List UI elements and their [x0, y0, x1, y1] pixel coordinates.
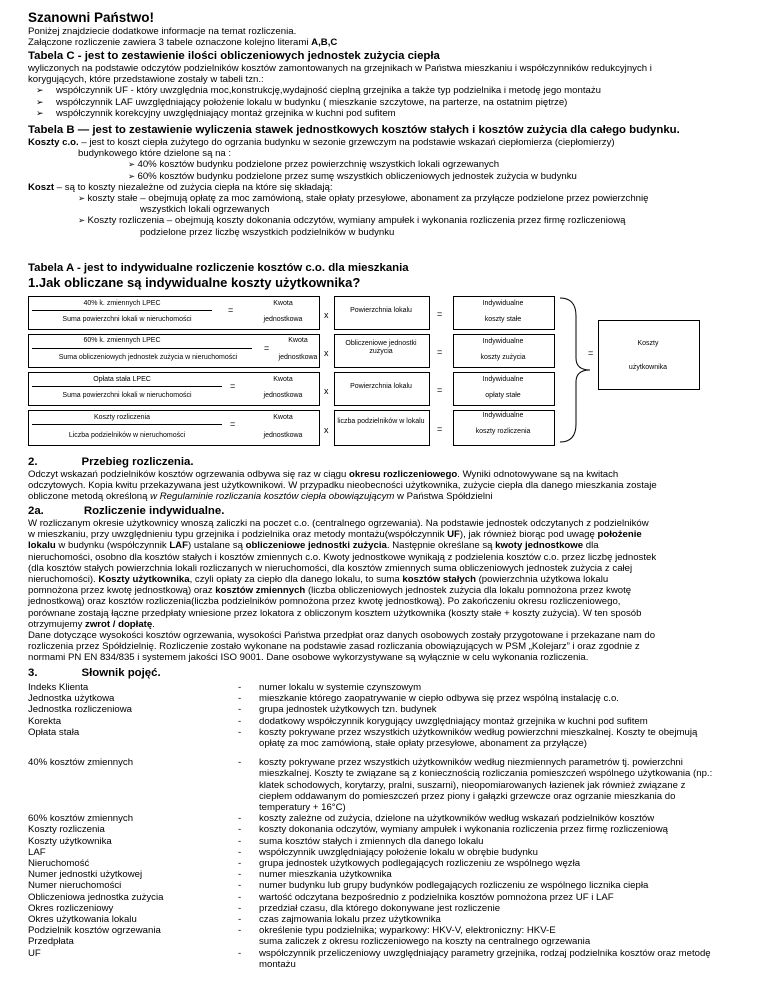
diagram-total-box: [598, 320, 700, 390]
equals-sign: =: [228, 305, 234, 315]
right-brace-icon: [556, 296, 596, 446]
diagram-row3-denominator: Suma powierzchni lokali w nieruchomości: [62, 392, 192, 399]
table-b-co-item-2: ➢ 60% kosztów budynku podzielone przez sumę wszystkich obliczeniowych jednostek zużycia w budynku: [128, 170, 577, 182]
glossary-definition: [259, 824, 740, 835]
section-2a-line: lokalu w budynku (współczynnik LAF) ustalane są obliczeniowe jednostki zużycia. Następnie określane są kwoty jednostkowe dla: [28, 540, 599, 552]
cost-calculation-diagram: [28, 296, 740, 446]
section-2a-line: W rozliczanym okresie użytkownicy wnoszą zaliczki na poczet c.o. (centralnego ogrzewania). Na podstawie jednostek odczytanych z podzielników: [28, 518, 649, 529]
glossary-row: [28, 858, 740, 869]
glossary-definition: [259, 858, 740, 869]
page-title: Szanowni Państwo!: [28, 10, 155, 25]
glossary-definition: [259, 693, 740, 704]
glossary-term: Korekta: [28, 715, 62, 727]
glossary-dash: -: [238, 858, 242, 870]
glossary-definition: [259, 936, 740, 947]
table-b-stale-1: ➢ koszty stałe – obejmują opłatę za moc zamówioną, stałe opłaty przesyłowe, abonament za przyłącze podzielone przez powierzchnię: [78, 193, 649, 205]
table-b-rozl-2: podzielone przez liczbę wszystkich podzielników w budynku: [140, 226, 395, 238]
table-c-bullet-1: ➢ współczynnik UF - który uwzględnia moc,konstrukcję,wydajność cieplną grzejnika a także typ podzielnika i metodę jego montażu: [28, 85, 740, 96]
glossary-definition-line: temperatury + 16°C): [259, 802, 346, 814]
table-b-co-line-2: budynkowego które dzielone są na :: [78, 148, 232, 160]
glossary-definition: [259, 682, 740, 693]
section-2-line-3: obliczone metodą określoną w Regulaminie rozliczania kosztów ciepła obowiązującym w Państwa Spółdzielni: [28, 491, 493, 503]
diagram-row3-mid: Powierzchnia lokalu: [350, 383, 412, 390]
glossary-definition-line: mieszkalnej. Koszty te związane są z koniecznością rozliczania pomieszczeń wspólnego użytkowania (np.:: [259, 768, 713, 780]
glossary-definition-line: klatek schodowych, korytarzy, pralni, suszarni), nieopomiarowanych łazienek jak również związane z: [259, 779, 686, 791]
glossary-definition-line: grupa jednostek użytkowych podlegających rozliczeniu ze wspólnego węzła: [259, 858, 581, 870]
table-c-title: Tabela C - jest to zestawienie ilości obliczeniowych jednostek zużycia ciepła: [28, 50, 440, 62]
glossary-row: [28, 914, 740, 925]
table-b-title: Tabela B — jest to zestawienie wyliczenia stawek jednostkowych kosztów stałych i kosztów zużycia dla całego budynku.: [28, 124, 680, 136]
diagram-row1-denominator: Suma powierzchni lokali w nieruchomości: [62, 316, 192, 323]
glossary-term: Indeks Klienta: [28, 682, 89, 693]
table-b-stale-2: wszystkich lokali ogrzewanych: [140, 204, 270, 216]
glossary-definition-line: numer lokalu w systemie czynszowym: [259, 682, 422, 693]
diagram-row2-result-2: koszty zużycia: [480, 354, 526, 361]
diagram-row2-result-1: Indywidualne: [482, 338, 524, 345]
glossary-term: Koszty użytkownika: [28, 835, 112, 847]
glossary-definition-line: współczynnik uwzględniający położenie lokalu w obrębie budynku: [259, 846, 538, 858]
arrow-bullet-icon: ➢: [128, 170, 138, 181]
glossary-row: [28, 716, 740, 727]
table-c-bullet-2: ➢ współczynnik LAF uwzględniający położenie lokalu w budynku ( mieszkanie szczytowe, na parterze, na ostatnim piętrze): [28, 97, 740, 108]
table-b-section: [28, 124, 740, 238]
glossary-definition-line: grupa jednostek użytkowych tzn. budynek: [259, 704, 437, 716]
glossary-definition: [259, 813, 740, 824]
diagram-row1-kwota-2: jednostkowa: [263, 316, 303, 323]
equals-sign: =: [437, 347, 443, 357]
diagram-row3-kwota: Kwota: [273, 376, 293, 383]
glossary-row: [28, 892, 740, 903]
glossary-definition-line: koszty dokonania odczytów, wymiany ampułek i wykonania rozliczenia przez firmę rozliczeniową: [259, 824, 668, 836]
glossary-definition-line: czas zajmowania lokalu przez użytkownika: [259, 914, 441, 926]
diagram-row4-numerator: Koszty rozliczenia: [93, 414, 151, 421]
glossary-definition: [259, 716, 740, 727]
glossary-term: Numer nieruchomości: [28, 880, 122, 892]
multiply-sign: x: [324, 386, 329, 396]
glossary-dash: -: [238, 682, 242, 693]
section-2: [28, 456, 740, 503]
glossary-dash: -: [238, 902, 242, 914]
glossary-definition-line: numer budynku lub grupy budynków podlegających rozliczeniu ze wspólnego licznika ciepła: [259, 880, 649, 892]
glossary-definition: [259, 925, 740, 936]
section-2a-line: pomnożona przez kwotę jednostkową) oraz kosztów zmiennych (liczba obliczeniowych jednostek zużycia dla lokalu pomnożona przez kwotę: [28, 585, 632, 597]
glossary-definition-line: montażu: [259, 958, 296, 970]
equals-sign: =: [437, 424, 443, 434]
glossary-row: [28, 836, 740, 847]
glossary-dash: -: [238, 715, 242, 727]
glossary-term: 40% kosztów zmiennych: [28, 757, 134, 769]
section-2a-line: porównane zostają łączne przedpłaty wniesione przez lokatora z obliczonym kosztem użytkownika (koszty stałe + koszty zużycia). W ten sposób: [28, 607, 642, 619]
glossary-term: Nieruchomość: [28, 858, 90, 870]
glossary-dash: -: [238, 925, 242, 937]
diagram-row2-mid: Obliczeniowe jednostki zużycia: [345, 340, 417, 355]
glossary-dash: -: [238, 726, 242, 738]
table-c-desc-2: korygujących, które przedstawione zostały w tabeli tzn.:: [28, 74, 264, 86]
multiply-sign: x: [324, 348, 329, 358]
glossary-definition: [259, 836, 740, 847]
glossary-dash: -: [238, 824, 242, 836]
equals-sign: =: [264, 343, 270, 353]
section-2a-line: normami PN EN 834/835 i systemem jakości ISO 9001. Dane osobowe wykorzystywane są wyłącznie w celu wykonania rozliczenia.: [28, 652, 589, 664]
glossary-row: [28, 948, 740, 970]
glossary-definition-line: suma kosztów stałych i zmiennych dla danego lokalu: [259, 835, 484, 847]
section-2a: [28, 505, 740, 664]
fraction-line: [32, 424, 222, 425]
glossary-definition-line: ciepłem oddawanym do pomieszczeń przez piony i gałązki grzewcze oraz ogrzanie mieszkania do: [259, 790, 676, 802]
glossary-dash: -: [238, 891, 242, 903]
diagram-row4-kwota: Kwota: [273, 414, 293, 421]
glossary-dash: -: [238, 947, 242, 959]
section-2-line-2: odczytowych. Kopia kwitu przekazywana jest użytkownikowi. W przypadku nieobecności użytkownika, zużycie ciepła dla danego mieszkania zostaje: [28, 480, 657, 492]
section-2a-line: otrzymujemy zwrot / dopłatę.: [28, 618, 155, 630]
diagram-row1-result-1: Indywidualne: [482, 300, 524, 307]
arrow-bullet-icon: ➢: [128, 159, 138, 170]
glossary-row: [28, 824, 740, 835]
section-2a-line: nieruchomości, osobno dla kosztów stałych i kosztów zmiennych c.o. Kwoty jednostkowe wynikają z podzielenia kosztów c.o. przez liczbę jednostek: [28, 551, 657, 563]
multiply-sign: x: [324, 425, 329, 435]
glossary-row: [28, 903, 740, 914]
section-2a-line: rozliczenia przez Spółdzielnię. Rozliczenie zostało wykonane na podstawie zasad rozliczania obowiązujących w PSM „Kolejarz” i oraz zgodnie z: [28, 641, 640, 653]
glossary-row: [28, 847, 740, 858]
glossary-definition-line: określenie typu podzielnika; wyparkowy: HKV-V, elektroniczny: HKV-E: [259, 925, 556, 937]
diagram-total-label-2: użytkownika: [628, 364, 668, 371]
table-b-co-item-1: ➢ 40% kosztów budynku podzielone przez powierzchnię wszystkich lokali ogrzewanych: [128, 159, 500, 171]
glossary-definition: [259, 704, 740, 715]
diagram-row1-kwota: Kwota: [273, 300, 293, 307]
glossary-dash: -: [238, 869, 242, 881]
diagram-row2-kwota-2: jednostkowa: [278, 354, 318, 361]
glossary-dash: -: [238, 880, 242, 892]
diagram-row3-result-2: opłaty stałe: [485, 392, 521, 399]
table-a-question: 1.Jak obliczane są indywidualne koszty użytkownika?: [28, 275, 361, 290]
section-2a-line: Dane dotyczące wysokości kosztów ogrzewania, wysokości Państwa przedpłat oraz danych osobowych zostały przygotowane i przekazane nam do: [28, 630, 656, 642]
section-2a-line: w mieszkaniu, przy uwzględnieniu typu grzejnika i podzielnika oraz metody montażu(współczynnik UF), jak również biorąc pod uwagę położenie: [28, 529, 642, 541]
section-2-line-1: Odczyt wskazań podzielników kosztów ogrzewania odbywa się raz w ciągu okresu rozliczeniowego. Wyniki odnotowywane są na kwitach: [28, 469, 619, 480]
glossary-dash: -: [238, 693, 242, 705]
diagram-total-label-1: Koszty: [637, 340, 659, 347]
glossary-term: Okres użytkowania lokalu: [28, 914, 137, 926]
glossary-definition-line: numer mieszkania użytkownika: [259, 869, 392, 881]
glossary-term: Okres rozliczeniowy: [28, 902, 114, 914]
glossary-dash: -: [238, 835, 242, 847]
diagram-row4-mid: liczba podzielników w lokalu: [337, 418, 425, 425]
glossary-definition-line: mieszkanie którego zaopatrywanie w ciepło odbywa się przez wspólną instalację c.o.: [259, 693, 619, 705]
diagram-row4-result-2: koszty rozliczenia: [475, 428, 531, 435]
glossary-definition-line: dodatkowy współczynnik korygujący uwzględniający montaż grzejnika w kuchni pod sufitem: [259, 715, 648, 727]
arrow-bullet-icon: ➢: [78, 193, 88, 204]
glossary-definition: [259, 914, 740, 925]
glossary-definition: [259, 869, 740, 880]
fraction-line: [32, 310, 212, 311]
section-2a-heading: 2a. Rozliczenie indywidualne.: [28, 505, 225, 517]
header-section: [28, 10, 740, 48]
section-3: [28, 667, 740, 680]
diagram-row3-numerator: Opłata stała LPEC: [93, 376, 151, 383]
section-2a-line: nieruchomości). Koszty użytkownika, czyli opłaty za ciepło dla danego lokalu, to suma kosztów stałych (powierzchnia użytkowa lokalu: [28, 574, 609, 586]
intro-line-1: Poniżej znajdziecie dodatkowe informacje na temat rozliczenia.: [28, 26, 297, 37]
diagram-row4-denominator: Liczba podzielników w nieruchomości: [68, 432, 186, 439]
intro-line-2: Załączone rozliczenie zawiera 3 tabele oznaczone kolejno literami A,B,C: [28, 37, 338, 49]
glossary-definition-line: współczynnik przeliczeniowy uwzględniający parametry grzejnika, rodzaj podzielnika kosztów oraz metodę: [259, 947, 711, 959]
diagram-row4-result-1: Indywidualne: [482, 412, 524, 419]
equals-sign: =: [588, 348, 594, 358]
glossary-term: Jednostka rozliczeniowa: [28, 704, 132, 716]
diagram-row1-numerator: 40% k. zmiennych LPEC: [83, 300, 161, 307]
glossary-row: [28, 936, 740, 947]
diagram-mid-box-4: [334, 410, 430, 446]
section-2a-line: (dla kosztów stałych powierzchnia lokali rozliczanych w nieruchomości, dla kosztów zmiennych suma obliczeniowych jednostek zużycia z całej: [28, 562, 633, 574]
table-b-co-line: Koszty c.o. – jest to koszt ciepła zużytego do ogrzania budynku w sezonie grzewczym na podstawie wskazań ciepłomierza (ciepłomierzy): [28, 137, 615, 148]
glossary-row: [28, 693, 740, 704]
diagram-row4-kwota-2: jednostkowa: [263, 432, 303, 439]
glossary-term: Numer jednostki użytkowej: [28, 869, 143, 881]
glossary-term: Przedpłata: [28, 936, 74, 948]
glossary-row: [28, 880, 740, 891]
glossary-row: [28, 925, 740, 936]
equals-sign: =: [230, 381, 236, 391]
glossary-term: Jednostka użytkowa: [28, 693, 115, 705]
glossary-term: Opłata stała: [28, 726, 80, 738]
glossary-definition-line: koszty pokrywane przez wszystkich użytkowników według powierzchni mieszkalnej. Koszty te obejmują: [259, 726, 698, 738]
multiply-sign: x: [324, 310, 329, 320]
table-b-rozl-1: ➢ Koszty rozliczenia – obejmują koszty dokonania odczytów, wymiany ampułek i wykonania rozliczenia przez firmę rozliczeniową: [78, 215, 626, 227]
glossary-definition: [259, 757, 740, 813]
equals-sign: =: [230, 419, 236, 429]
glossary-row: [28, 813, 740, 824]
glossary-definition: [259, 847, 740, 858]
glossary-row: [28, 682, 740, 693]
table-b-koszt-line: Koszt – są to koszty niezależne od zużycia ciepła na które się składają:: [28, 181, 333, 193]
glossary-definition: [259, 880, 740, 891]
glossary-term: LAF: [28, 846, 46, 858]
glossary-definition: [259, 892, 740, 903]
glossary-definition: [259, 948, 740, 970]
glossary-dash: -: [238, 813, 242, 825]
table-a-title: Tabela A - jest to indywidualne rozliczenie kosztów c.o. dla mieszkania: [28, 262, 409, 274]
glossary-dash: -: [238, 757, 242, 769]
table-c-desc-1: wyliczonych na podstawie odczytów podzielników kosztów zamontowanych na grzejnikach w Państwa mieszkaniu i współczynników redukcyjnych i: [28, 63, 652, 74]
glossary-row: [28, 869, 740, 880]
glossary-term: 60% kosztów zmiennych: [28, 813, 134, 825]
glossary-term: Obliczeniowa jednostka zużycia: [28, 891, 164, 903]
equals-sign: =: [437, 385, 443, 395]
glossary-term: Podzielnik kosztów ogrzewania: [28, 925, 161, 937]
glossary-term: UF: [28, 947, 41, 959]
diagram-row1-mid: Powierzchnia lokalu: [350, 307, 412, 314]
glossary-definition-line: koszty pokrywane przez wszystkich użytkowników według niezmiennych parametrów tj. powierzchni: [259, 757, 683, 769]
glossary-definition-line: wartość odczytana bezpośrednio z podzielnika kosztów pomnożona przez UF i LAF: [259, 891, 614, 903]
diagram-row3-kwota-2: jednostkowa: [263, 392, 303, 399]
glossary-definition-line: suma zaliczek z okresu rozliczeniowego na koszty na centralnego ogrzewania: [259, 936, 591, 948]
glossary-dash: -: [238, 846, 242, 858]
glossary-definition: [259, 727, 740, 749]
equals-sign: =: [437, 309, 443, 319]
glossary-term: Koszty rozliczenia: [28, 824, 105, 836]
glossary-definition-line: opłatę za moc zamówioną, stałe opłaty przesyłowe, abonament za przyłącze): [259, 738, 587, 750]
diagram-row2-numerator: 60% k. zmiennych LPEC: [83, 337, 161, 344]
glossary-row: [28, 704, 740, 715]
glossary-definition-line: koszty zależne od zużycia, dzielone na użytkowników według wskazań podzielników kosztów: [259, 813, 655, 825]
glossary-dash: -: [238, 914, 242, 926]
diagram-row2-denominator: Suma obliczeniowych jednostek zużycia w nieruchomości: [58, 354, 238, 361]
diagram-row3-result-1: Indywidualne: [482, 376, 524, 383]
table-c-bullet-3: ➢ współczynnik korekcyjny uwzględniający montaż grzejnika w kuchni pod sufitem: [28, 108, 740, 119]
glossary-definition-line: przedział czasu, dla którego dokonywane jest rozliczenie: [259, 902, 501, 914]
section-3-heading: 3. Słownik pojęć.: [28, 667, 161, 679]
glossary-row: [28, 727, 740, 749]
section-2-heading: 2. Przebieg rozliczenia.: [28, 456, 194, 468]
glossary: [28, 682, 740, 970]
diagram-row1-result-2: koszty stałe: [484, 316, 522, 323]
fraction-line: [32, 348, 252, 349]
arrow-bullet-icon: ➢: [78, 215, 88, 226]
diagram-row2-kwota: Kwota: [288, 337, 308, 344]
table-c-section: [28, 50, 740, 119]
section-2a-line: jednostkową) oraz kosztów rozliczenia(liczba podzielników pomnożona przez kwotę jednostkową). Po zakończeniu okresu rozliczeniowego,: [28, 596, 621, 608]
glossary-definition: [259, 903, 740, 914]
table-a-section: [28, 262, 740, 290]
glossary-dash: -: [238, 704, 242, 716]
fraction-line: [32, 386, 222, 387]
glossary-row: [28, 757, 740, 813]
